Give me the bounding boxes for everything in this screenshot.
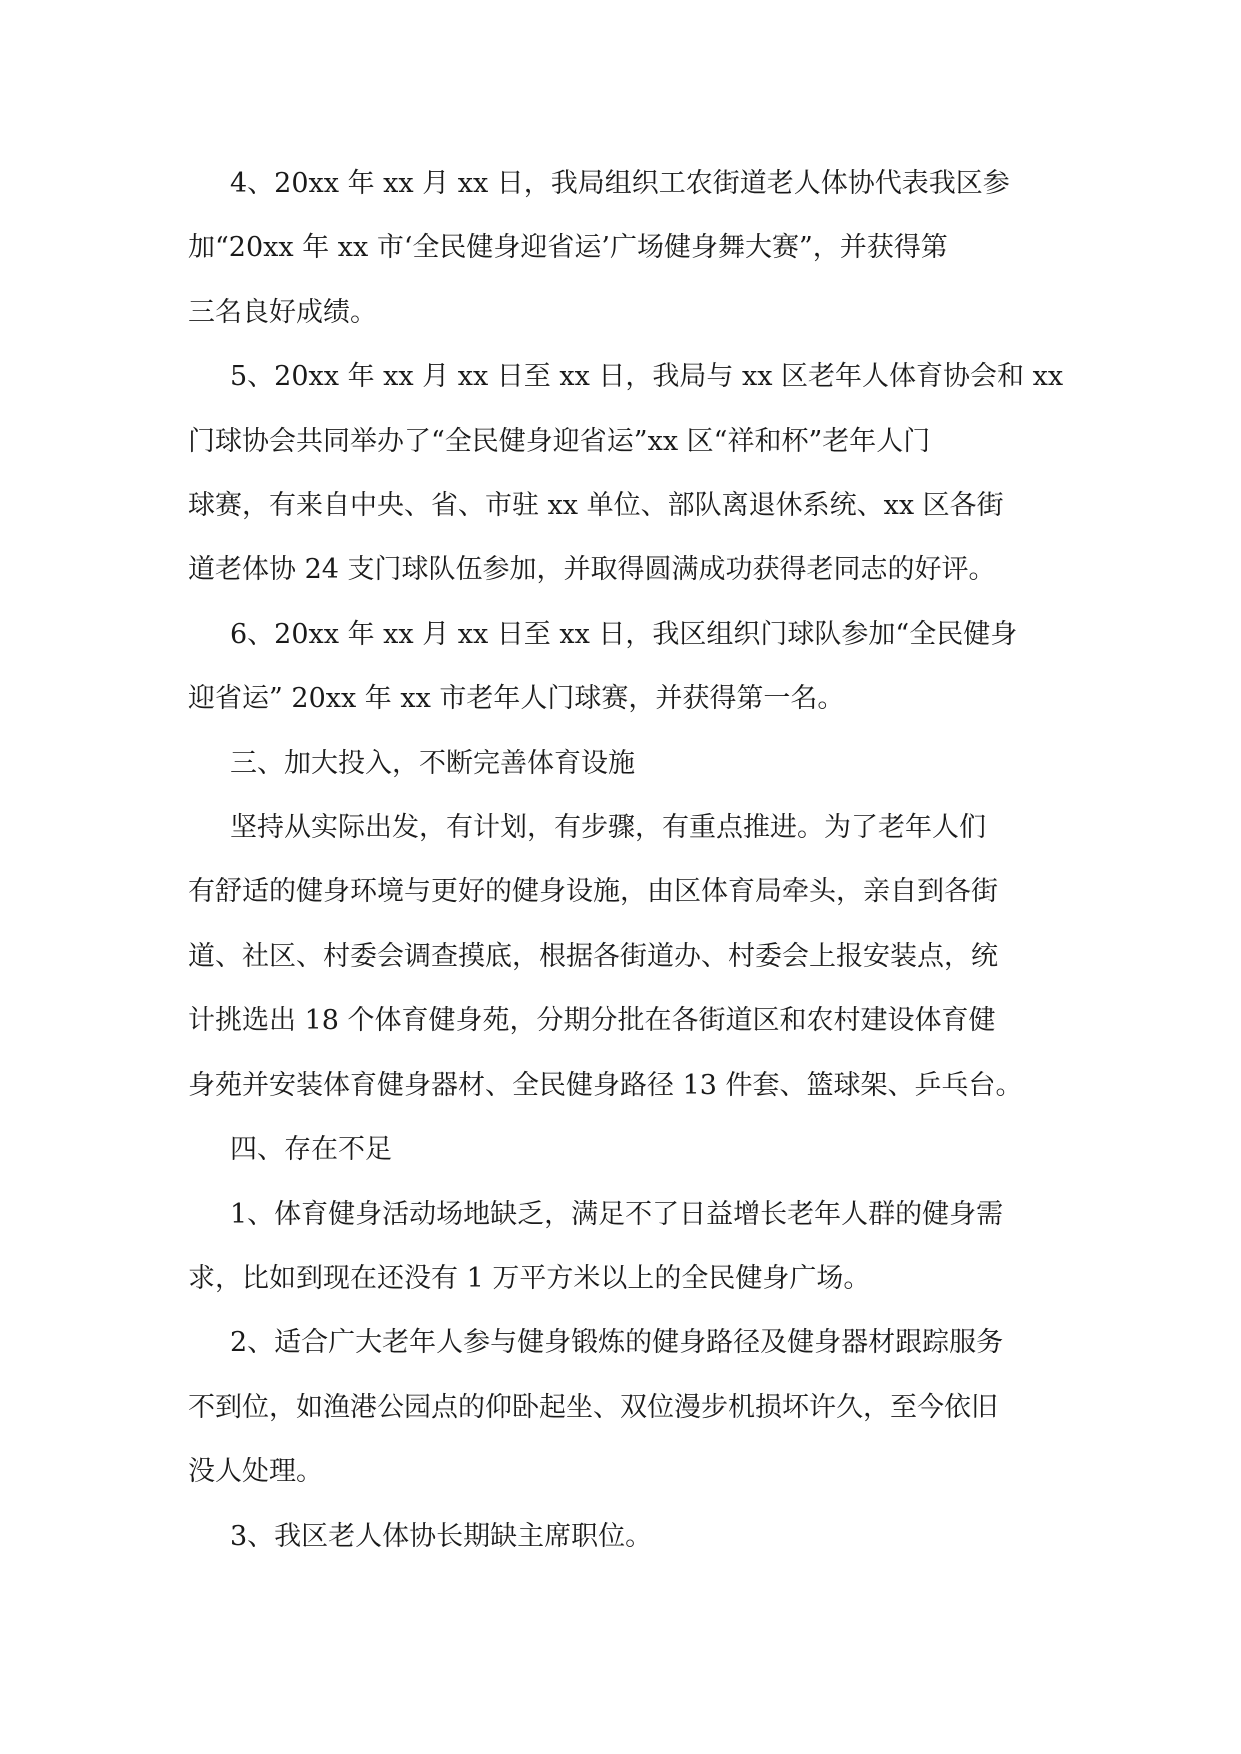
section-heading-3: 三、加大投入，不断完善体育设施	[230, 747, 635, 779]
paragraph-item-5-line-4: 道老体协 24 支门球队伍参加，并取得圆满成功获得老同志的好评。	[188, 554, 996, 586]
paragraph-shortcoming-1-line-2: 求，比如到现在还没有 1 万平方米以上的全民健身广场。	[188, 1262, 871, 1294]
paragraph-facilities-line-3: 道、社区、村委会调查摸底，根据各街道办、村委会上报安装点，统	[188, 940, 998, 972]
paragraph-item-4-line-2: 加“20xx 年 xx 市‘全民健身迎省运’广场健身舞大赛”，并获得第	[188, 232, 948, 264]
section-heading-4: 四、存在不足	[230, 1134, 392, 1166]
paragraph-facilities-line-5: 身苑并安装体育健身器材、全民健身路径 13 件套、篮球架、乒乓台。	[188, 1069, 1023, 1101]
paragraph-shortcoming-3-line-1: 3、我区老人体协长期缺主席职位。	[230, 1520, 653, 1552]
paragraph-facilities-line-4: 计挑选出 18 个体育健身苑，分期分批在各街道区和农村建设体育健	[188, 1005, 996, 1037]
paragraph-shortcoming-2-line-2: 不到位，如渔港公园点的仰卧起坐、双位漫步机损坏许久，至今依旧	[188, 1391, 998, 1423]
paragraph-item-5-line-3: 球赛，有来自中央、省、市驻 xx 单位、部队离退休系统、xx 区各街	[188, 490, 1004, 522]
paragraph-facilities-line-1: 坚持从实际出发，有计划，有步骤，有重点推进。为了老年人们	[230, 812, 986, 844]
paragraph-facilities-line-2: 有舒适的健身环境与更好的健身设施，由区体育局牵头，亲自到各街	[188, 876, 998, 908]
paragraph-item-6-line-1: 6、20xx 年 xx 月 xx 日至 xx 日，我区组织门球队参加“全民健身	[230, 618, 1018, 650]
paragraph-shortcoming-2-line-1: 2、适合广大老年人参与健身锻炼的健身路径及健身器材跟踪服务	[230, 1327, 1004, 1359]
paragraph-item-5-line-1: 5、20xx 年 xx 月 xx 日至 xx 日，我局与 xx 区老年人体育协会和 xx	[230, 361, 1064, 393]
paragraph-shortcoming-2-line-3: 没人处理。	[188, 1456, 323, 1488]
document-body	[188, 152, 1068, 1569]
paragraph-item-4-line-3: 三名良好成绩。	[188, 296, 377, 328]
paragraph-item-4-line-1: 4、20xx 年 xx 月 xx 日，我局组织工农街道老人体协代表我区参	[230, 168, 1010, 199]
paragraph-shortcoming-1-line-1: 1、体育健身活动场地缺乏，满足不了日益增长老年人群的健身需	[230, 1198, 1004, 1230]
paragraph-item-5-line-2: 门球协会共同举办了“全民健身迎省运”xx 区“祥和杯”老年人门	[188, 425, 931, 457]
paragraph-item-6-line-2: 迎省运” 20xx 年 xx 市老年人门球赛，并获得第一名。	[188, 683, 845, 715]
